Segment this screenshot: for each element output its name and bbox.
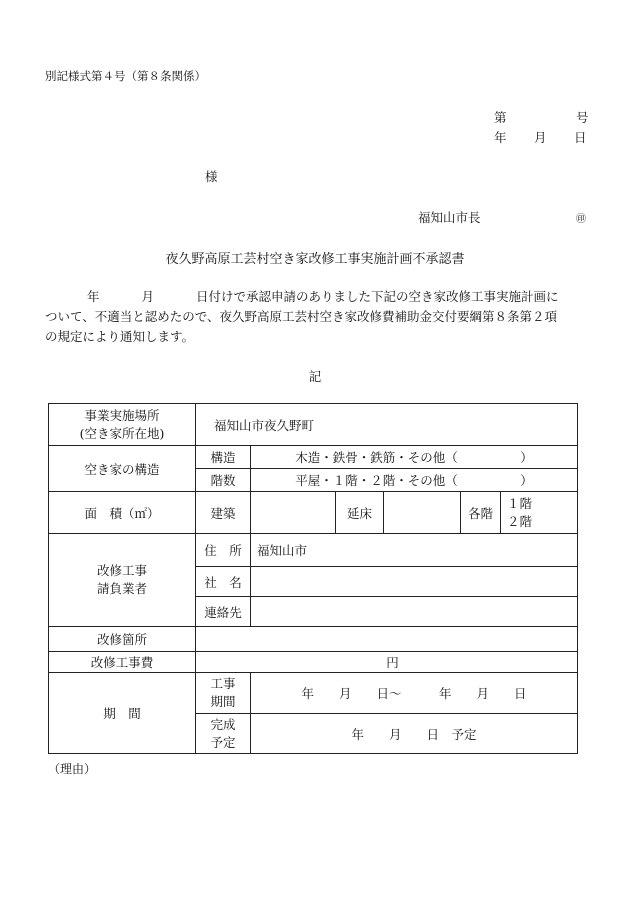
- enshou-value[interactable]: [384, 492, 461, 534]
- body-month: 月: [141, 289, 155, 304]
- body-year: 年: [87, 289, 100, 304]
- company-value[interactable]: [251, 567, 578, 597]
- document-title: 夜久野高原工芸村空き家改修工事実施計画不承認書: [165, 252, 465, 267]
- sender-name: 福知山市長: [418, 210, 481, 225]
- date-month: 月: [534, 130, 547, 145]
- work-period-label: 工事 期間: [196, 673, 251, 714]
- ki-heading: 記: [308, 369, 322, 384]
- date-day: 日: [574, 130, 587, 145]
- kozo-value[interactable]: 木造・鉄骨・鉄筋・その他（ ）: [251, 446, 578, 469]
- address-value[interactable]: 福知山市: [251, 534, 578, 567]
- repair-place-value[interactable]: [196, 627, 578, 652]
- structure-label: 空き家の構造: [49, 446, 196, 492]
- kenchiku-value[interactable]: [251, 492, 336, 534]
- kenchiku-label: 建築: [196, 492, 251, 534]
- table-row: [49, 492, 578, 534]
- body-line-1: [45, 287, 590, 307]
- body-line-2: ついて、不適当と認めたので、夜久野高原工芸村空き家改修費補助金交付要綱第８条第２項: [45, 309, 558, 324]
- floor-1: １階: [507, 495, 533, 511]
- contact-label: 連絡先: [196, 597, 251, 627]
- kozo-label: 構造: [196, 446, 251, 469]
- kaisu-value[interactable]: 平屋・１階・２階・その他（ ）: [251, 469, 578, 492]
- enshou-label: 延床: [336, 492, 384, 534]
- contractor-label: 改修工事 請負業者: [49, 534, 196, 627]
- kakukai-label: 各階: [461, 492, 501, 534]
- record-table: [48, 403, 578, 754]
- repair-place-label: 改修箇所: [49, 627, 196, 652]
- table-row: [49, 652, 578, 673]
- kaisu-label: 階数: [196, 469, 251, 492]
- date-year: 年: [494, 130, 507, 145]
- complete-value[interactable]: 年 月 日 予定: [251, 714, 578, 754]
- floor-2: ２階: [507, 513, 533, 529]
- document-number-go: 号: [576, 110, 589, 125]
- cost-label: 改修工事費: [49, 652, 196, 673]
- contact-value[interactable]: [251, 597, 578, 627]
- complete-label: 完成 予定: [196, 714, 251, 754]
- table-row: [49, 404, 578, 446]
- kakukai-floors[interactable]: [501, 492, 578, 534]
- address-label: 住 所: [196, 534, 251, 567]
- issue-date: [494, 128, 594, 144]
- area-label: 面 積（㎡）: [49, 492, 196, 534]
- cost-unit: 円: [386, 655, 399, 670]
- location-label: 事業実施場所 (空き家所在地): [49, 404, 196, 446]
- period-label: 期 間: [49, 673, 196, 754]
- seal-mark: ㊞: [576, 214, 586, 225]
- body-rest: 日付けで承認申請のありました下記の空き家改修工事実施計画に: [196, 289, 559, 304]
- addressee-suffix: 様: [205, 169, 218, 184]
- document-number-dai: 第: [494, 110, 507, 125]
- table-row: [49, 627, 578, 652]
- table-row: [49, 534, 578, 567]
- table-row: [49, 673, 578, 714]
- form-number: 別記様式第４号（第８条関係）: [45, 69, 206, 83]
- reason-label: （理由）: [48, 762, 97, 776]
- table-row: [49, 446, 578, 469]
- work-period-value[interactable]: 年 月 日～ 年 月 日: [251, 673, 578, 714]
- cost-value[interactable]: [196, 652, 578, 673]
- body-line-3: の規定により通知します。: [45, 329, 195, 344]
- location-value[interactable]: 福知山市夜久野町: [196, 404, 578, 446]
- document-number: [494, 108, 589, 126]
- body-text: [45, 287, 590, 347]
- company-label: 社 名: [196, 567, 251, 597]
